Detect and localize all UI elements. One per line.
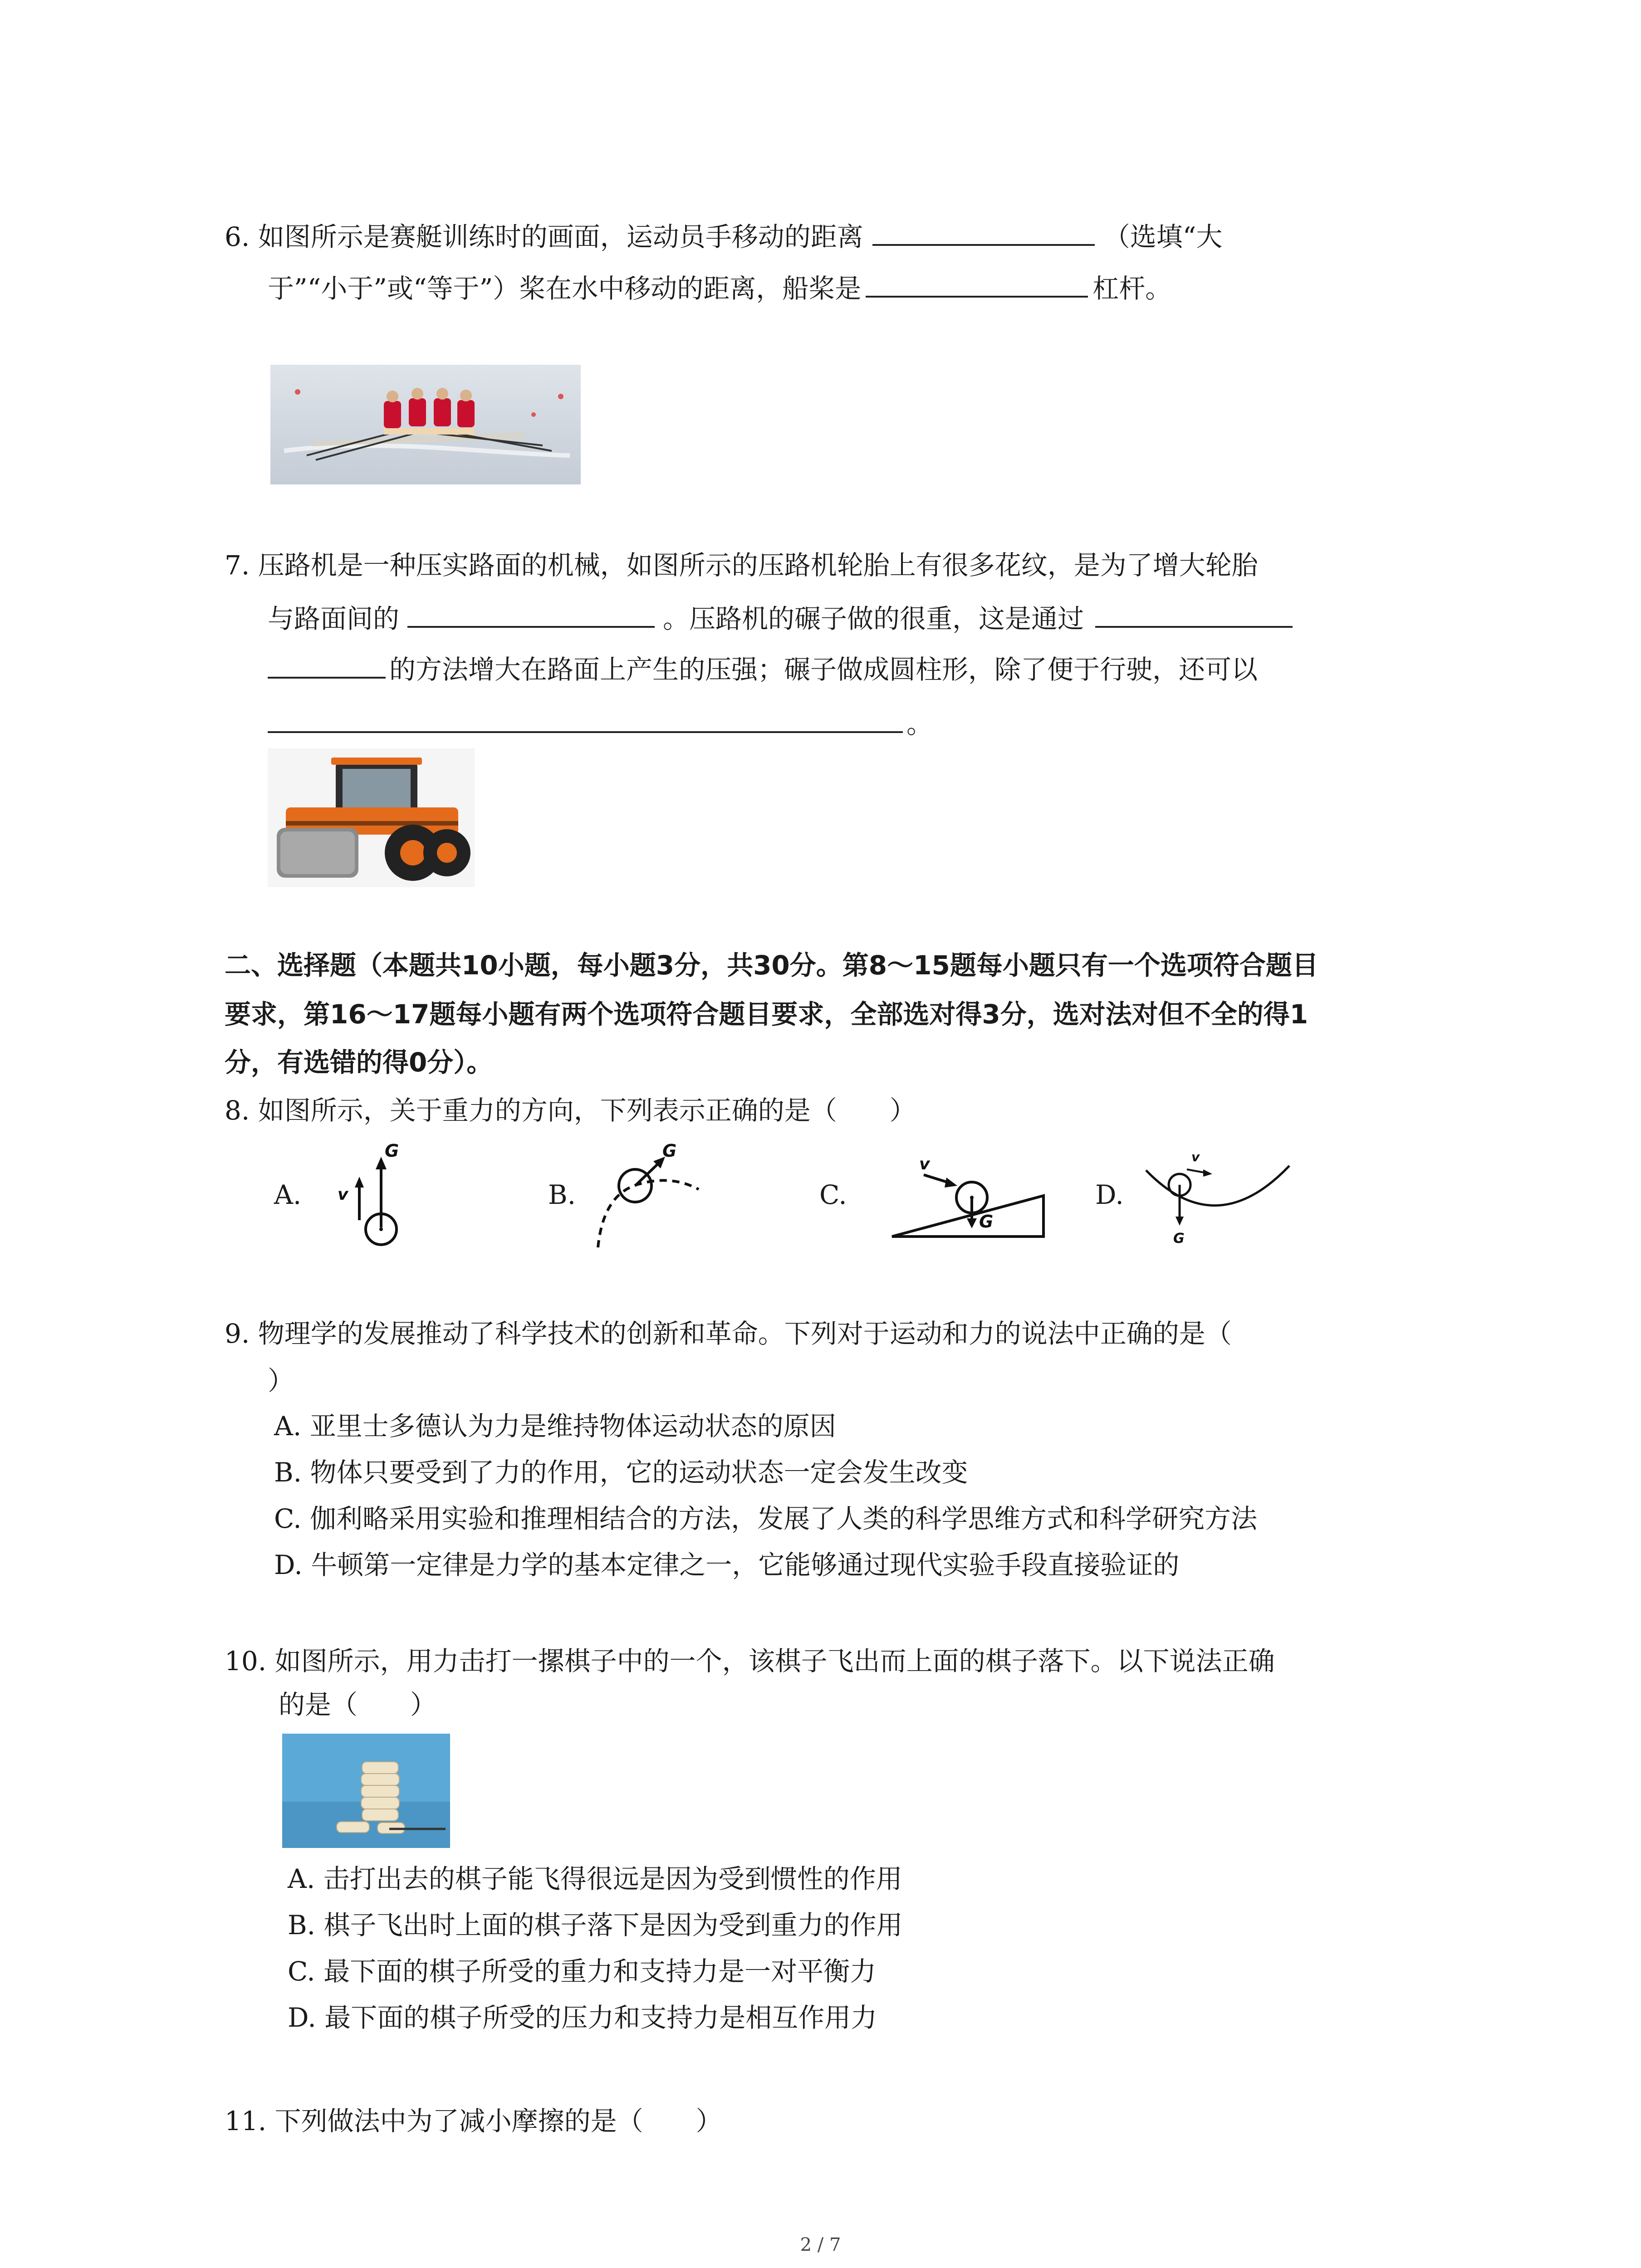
q7-blank-3[interactable]	[268, 704, 903, 733]
section2-heading-line-2: 要求，第16～17题每小题有两个选项符合题目要求，全部选对得3分，选对法对但不全的得1	[225, 999, 1308, 1030]
q8-b-g-label: G	[662, 1141, 677, 1161]
q6-text-2b: 杠杆。	[1092, 273, 1172, 304]
q9-stem-line-2: ）	[268, 1365, 294, 1396]
q7-text-3: 的方法增大在路面上产生的压强；碾子做成圆柱形，除了便于行驶，还可以	[389, 654, 1258, 685]
q7-blank-2a[interactable]	[1095, 599, 1293, 628]
q8-c-g-label: G	[979, 1212, 994, 1232]
q10-stem-line-1: 10. 如图所示，用力击打一摞棋子中的一个，该棋子飞出而上面的棋子落下。以下说法正确	[225, 1646, 1275, 1677]
q7-line-3	[268, 650, 1258, 686]
q8-figure-b	[590, 1139, 703, 1252]
q7-line-4	[268, 704, 933, 740]
q8-figure-a	[331, 1143, 404, 1247]
q10-stem-line-2: 的是（ ）	[279, 1689, 437, 1720]
q10-option-d[interactable]: D. 最下面的棋子所受的压力和支持力是相互作用力	[288, 2002, 877, 2033]
q6-text-1b: （选填“大	[1103, 221, 1223, 252]
q7-line-1: 7. 压路机是一种压实路面的机械，如图所示的压路机轮胎上有很多花纹，是为了增大轮胎	[225, 550, 1258, 581]
chess-stack-image	[282, 1734, 450, 1848]
q11-stem: 11. 下列做法中为了减小摩擦的是（ ）	[225, 2106, 722, 2136]
q6-line-2	[268, 269, 1171, 305]
q7-text-2a: 与路面间的	[268, 603, 400, 634]
q8-option-d-label[interactable]: D.	[1095, 1179, 1124, 1210]
page-number: 2 / 7	[800, 2234, 841, 2255]
q8-option-a-label[interactable]: A.	[274, 1179, 302, 1210]
q8-stem: 8. 如图所示，关于重力的方向，下列表示正确的是（ ）	[225, 1095, 916, 1126]
q7-blank-2b[interactable]	[268, 650, 386, 679]
q8-figure-d	[1143, 1143, 1293, 1247]
section2-heading-line-1: 二、选择题（本题共10小题，每小题3分，共30分。第8～15题每小题只有一个选项符合题目	[225, 950, 1318, 981]
q6-text-1a: 6. 如图所示是赛艇训练时的画面，运动员手移动的距离	[225, 221, 863, 252]
q7-line-2	[268, 599, 1293, 635]
section2-heading-line-3: 分，有选错的得0分）。	[225, 1047, 493, 1078]
q8-a-g-label: G	[385, 1143, 399, 1161]
q7-text-2b: 。压路机的碾子做的很重，这是通过	[663, 603, 1084, 634]
q9-stem-line-1: 9. 物理学的发展推动了科学技术的创新和革命。下列对于运动和力的说法中正确的是（	[225, 1318, 1232, 1349]
q8-option-c-label[interactable]: C.	[819, 1179, 847, 1210]
q6-text-2a: 于”“小于”或“等于”）桨在水中移动的距离，船桨是	[268, 273, 862, 304]
q9-option-b[interactable]: B. 物体只要受到了力的作用，它的运动状态一定会发生改变	[274, 1457, 968, 1488]
q10-option-a[interactable]: A. 击打出去的棋子能飞得很远是因为受到惯性的作用	[288, 1863, 902, 1894]
q6-blank-2[interactable]	[866, 269, 1088, 298]
q7-text-4: 。	[906, 709, 933, 739]
q9-option-a[interactable]: A. 亚里士多德认为力是维持物体运动状态的原因	[274, 1411, 836, 1442]
q8-c-v-label: v	[919, 1155, 930, 1173]
rowing-boat-image	[270, 365, 581, 484]
q8-d-g-label: G	[1173, 1231, 1185, 1246]
q10-option-c[interactable]: C. 最下面的棋子所受的重力和支持力是一对平衡力	[288, 1956, 877, 1987]
q9-option-c[interactable]: C. 伽利略采用实验和推理相结合的方法，发展了人类的科学思维方式和科学研究方法	[274, 1503, 1258, 1534]
q8-d-v-label: v	[1191, 1149, 1200, 1164]
q6-line-1	[225, 217, 1222, 253]
q10-option-b[interactable]: B. 棋子飞出时上面的棋子落下是因为受到重力的作用	[288, 1910, 903, 1941]
road-roller-image	[268, 748, 475, 887]
q9-option-d[interactable]: D. 牛顿第一定律是力学的基本定律之一，它能够通过现代实验手段直接验证的	[274, 1549, 1180, 1580]
q7-blank-1[interactable]	[407, 599, 655, 628]
q6-blank-1[interactable]	[872, 217, 1095, 246]
q8-figure-c	[889, 1150, 1048, 1241]
q8-a-v-label: v	[338, 1185, 348, 1204]
q8-option-b-label[interactable]: B.	[548, 1179, 576, 1210]
